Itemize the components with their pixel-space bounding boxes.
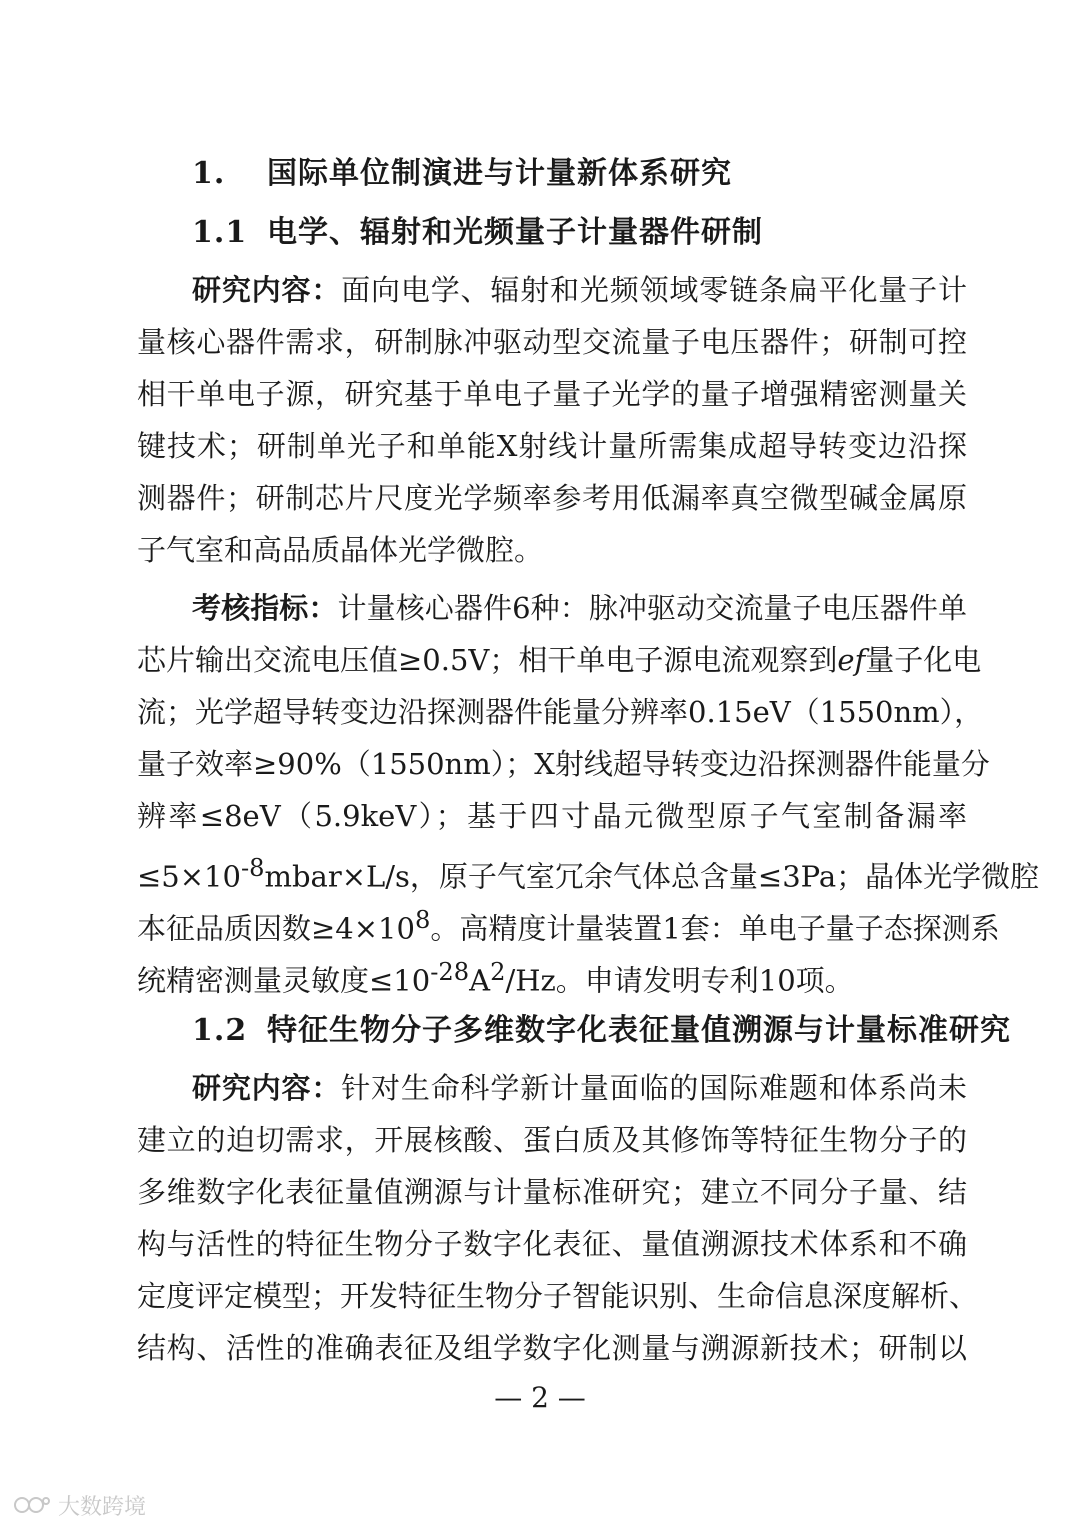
watermark-text: 大数跨境 <box>58 1494 147 1520</box>
paragraph-line: 测器件；研制芯片尺度光学频率参考用低漏率真空微型碱金属原 <box>137 481 967 515</box>
paragraph-label: 研究内容： <box>192 273 342 307</box>
paragraph-line: 多维数字化表征量值溯源与计量标准研究；建立不同分子量、结 <box>137 1175 967 1209</box>
paragraph-line: 考核指标：计量核心器件6种：脉冲驱动交流量子电压器件单 <box>192 591 967 625</box>
paragraph-line: 研究内容：针对生命科学新计量面临的国际难题和体系尚未 <box>192 1071 967 1105</box>
section-number: 1.2 <box>192 1013 248 1048</box>
paragraph-line: $\le 5\times 10^{-8}mbar\times L/s$，原子气室冗余气体总含量≤3Pa；晶体光学微腔 <box>137 854 1040 894</box>
section-title: 国际单位制演进与计量新体系研究 <box>267 156 732 191</box>
paragraph-line: 辨率≤8eV（5.9keV）；基于四寸晶元微型原子气室制备漏率 <box>137 799 967 833</box>
page-number: — 2 — <box>494 1381 586 1414</box>
watermark-logo-icon <box>12 1493 52 1517</box>
section-number: 1.1 <box>192 215 248 250</box>
section-title: 电学、辐射和光频量子计量器件研制 <box>267 215 763 250</box>
paragraph-line: 结构、活性的准确表征及组学数字化测量与溯源新技术；研制以 <box>137 1331 967 1365</box>
paragraph-line: 键技术；研制单光子和单能X射线计量所需集成超导转变边沿探 <box>137 429 967 463</box>
paragraph-line: 量核心器件需求，研制脉冲驱动型交流量子电压器件；研制可控 <box>137 325 967 359</box>
watermark <box>12 1490 146 1520</box>
paragraph-line: 研究内容：面向电学、辐射和光频领域零链条扁平化量子计 <box>192 273 967 307</box>
paragraph-line: 量子效率≥90%（1550nm）；X射线超导转变边沿探测器件能量分 <box>137 747 990 781</box>
section-title: 特征生物分子多维数字化表征量值溯源与计量标准研究 <box>267 1013 1011 1048</box>
paragraph-line: 统精密测量灵敏度$\le 10^{-28}A^2/Hz$。申请发明专利10项。 <box>137 958 854 998</box>
paragraph-line: 建立的迫切需求，开展核酸、蛋白质及其修饰等特征生物分子的 <box>137 1123 967 1157</box>
paragraph-line: 构与活性的特征生物分子数字化表征、量值溯源技术体系和不确 <box>137 1227 967 1261</box>
paragraph-line: 相干单电子源，研究基于单电子量子光学的量子增强精密测量关 <box>137 377 967 411</box>
paragraph-line: 子气室和高品质晶体光学微腔。 <box>137 533 544 567</box>
paragraph-line: 定度评定模型；开发特征生物分子智能识别、生命信息深度解析、 <box>137 1279 979 1313</box>
paragraph-line: 流；光学超导转变边沿探测器件能量分辨率0.15eV（1550nm）， <box>137 695 984 729</box>
paragraph-label: 研究内容： <box>192 1071 342 1105</box>
section-number: 1. <box>192 156 226 191</box>
paragraph-line: 芯片输出交流电压值≥0.5V；相干单电子源电流观察到ef量子化电 <box>137 643 982 677</box>
paragraph-line: 本征品质因数$\ge 4\times 10^8$。高精度计量装置1套：单电子量子态探测系 <box>137 906 1000 946</box>
paragraph-label: 考核指标： <box>192 591 338 625</box>
